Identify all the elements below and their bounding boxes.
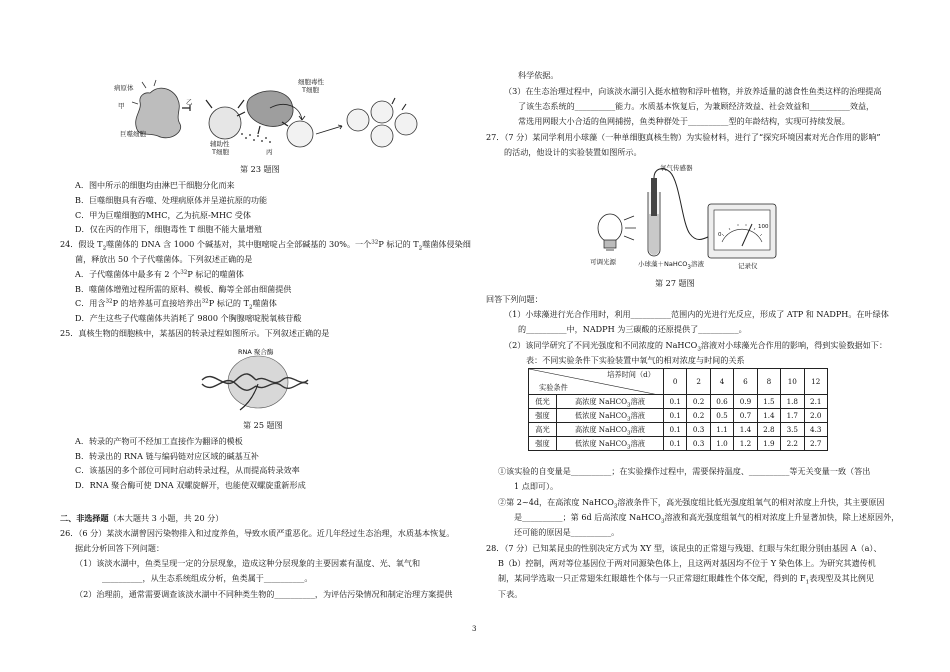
table-cell: 2.1 [804, 395, 828, 409]
sol-text: 高浓度 NaHCO [574, 396, 628, 406]
table-cell: 2.2 [781, 437, 804, 451]
table-title: 表：不同实验条件下实验装置中氧气的相对浓度与时间的关系 [526, 355, 745, 365]
sub-3: 3 [613, 503, 618, 510]
q28-line3-b: 表现型及其比例见 [809, 573, 874, 583]
sol-tail: 溶液 [630, 396, 645, 406]
table-cell: 0.2 [687, 395, 710, 409]
table-day-cell: 8 [757, 369, 780, 395]
table-cell: 1.1 [710, 423, 733, 437]
q27-line2: 的活动，他设计的实验装置如图所示。 [504, 147, 642, 157]
q23-option-c: C．甲为巨噬细胞的MHC，乙为抗原-MHC 受体 [75, 210, 251, 220]
table-cell: 0.1 [663, 409, 686, 423]
label-recorder: 记录仪 [738, 262, 758, 270]
q24-text-d: 噬菌体侵染细 [422, 239, 471, 249]
q25-stem: 25．真核生物的细胞核中，某基因的转录过程如图所示。下列叙述正确的是 [60, 328, 330, 338]
q23-option-d: D．仅在丙的作用下，细胞毒性 T 细胞不能大量增殖 [75, 224, 263, 234]
q24-opt-c-b: P 的培养基可直接培养出 [112, 298, 202, 308]
q27-prompt: 回答下列问题： [486, 294, 543, 304]
label-pathogen: 病原体 [114, 84, 134, 92]
label-bing: 丙 [266, 148, 273, 156]
sol-text: 高浓度 NaHCO [574, 424, 628, 434]
figure-25-caption: 第 25 题图 [243, 420, 283, 430]
label-helper: 辅助性 [210, 140, 230, 148]
sub-2: 2 [418, 245, 423, 252]
table-solution-cell [557, 437, 664, 451]
section-2-note: （本大题共 3 小题，共 20 分） [108, 513, 224, 523]
table-light-cell: 低光 [529, 395, 557, 409]
section-2-title: 二、非选择题 [60, 513, 109, 523]
q26-cont-line3: 了该生态系统的__________能力。水质基本恢复后，为兼顾经济效益、社会效益和__________效益， [518, 101, 875, 111]
table-solution-cell [557, 423, 664, 437]
table-cell: 0.1 [663, 395, 686, 409]
q27-p2-b: 溶液对小球藻光合作用的影响，得到实验数据如下： [700, 340, 888, 350]
table-row [529, 395, 828, 409]
sub-3: 3 [660, 518, 665, 525]
figure-25 [200, 344, 310, 412]
q27-s2-line3: 还可能的原因是__________。 [514, 527, 620, 537]
section-2-heading [60, 513, 223, 524]
table-cell: 4.3 [804, 423, 828, 437]
label-tube-text: 小球藻＋NaHCO [638, 260, 688, 268]
sup-32: 32 [371, 239, 379, 246]
q27-s2-d: 溶液和高光强度组氧气的相对浓度上升显著加快，除上述原因外， [664, 512, 900, 522]
q25-option-b: B．转录出的 RNA 链与编码链对应区域的碱基互补 [75, 451, 259, 461]
gauge-hundred: 100 [758, 224, 769, 230]
table-cell: 0.1 [663, 437, 686, 451]
figure-27-drawing [590, 164, 780, 274]
q25-option-d: D．RNA 聚合酶可使 DNA 双螺旋解开，也能使双螺旋重新形成 [75, 480, 306, 490]
figure-23 [114, 78, 420, 163]
q25-option-c: C．该基因的多个部位可同时启动转录过程，从而提高转录效率 [75, 465, 300, 475]
q27-s2-line1 [498, 497, 885, 508]
figure-27-caption: 第 27 题图 [655, 278, 695, 288]
q24-text-a: 24．假设 T [60, 239, 103, 249]
table-day-cell: 10 [781, 369, 804, 395]
q24-text-c: P 标记的 T [378, 239, 419, 249]
table-cell: 1.9 [757, 437, 780, 451]
table-day-cell: 12 [804, 369, 828, 395]
q24-opt-c-a: C．用含 [75, 298, 106, 308]
q24-stem-line2: 菌，释放出 50 个子代噬菌体。下列叙述正确的是 [75, 254, 253, 264]
table-row [529, 409, 828, 423]
q24-option-b: B．噬菌体增殖过程所需的原料、模板、酶等全部由细菌提供 [75, 284, 292, 294]
q26-line1: 26．（6 分）某淡水湖曾因污染物排入和过度养鱼，导致水质严重恶化。近几年经过生态治理，水质基本恢复。 [60, 528, 455, 538]
table-light-cell: 强度 [529, 437, 557, 451]
sub-3: 3 [627, 444, 631, 451]
sol-tail: 溶液 [630, 410, 645, 420]
label-macrophage: 巨噬细胞 [120, 130, 146, 138]
table-header-row [529, 369, 828, 395]
table-day-cell: 4 [710, 369, 733, 395]
sub-3: 3 [697, 346, 701, 353]
q24-opt-a-text: A．子代噬菌体中最多有 2 个 [75, 269, 181, 279]
q27-p2-a: （2）该同学研究了不同光强度和不同浓度的 NaHCO [504, 340, 698, 350]
sup-32: 32 [201, 298, 209, 305]
sub-1: 1 [805, 579, 810, 586]
table-cell: 2.8 [757, 423, 780, 437]
sub-2: 2 [102, 245, 107, 252]
q26-cont-line4: 常选用网眼大小合适的鱼网捕捞，鱼类种群处于__________型的年龄结构，实现可持续发展。 [518, 116, 850, 126]
q27-s2-b: 溶液条件下，高光强度组比低光强度组氧气的相对浓度上升快，其主要原因 [617, 497, 885, 507]
table-cell: 1.4 [734, 423, 757, 437]
data-table [528, 368, 828, 451]
table-solution-cell [557, 409, 664, 423]
gauge-zero: 0 [718, 232, 722, 238]
sol-text: 低浓度 NaHCO [574, 410, 628, 420]
q24-option-c [75, 298, 277, 309]
q26-line5: （2）治理前，通常需要调查该淡水湖中不同种类生物的__________，为评估污染情况和制定治理方案提供 [75, 589, 453, 599]
label-yi: 乙 [186, 98, 193, 106]
label-tube-tail: 溶液 [690, 260, 704, 268]
sub-3: 3 [627, 416, 631, 423]
q23-option-b: B．巨噬细胞具有吞噬、处理病原体并呈递抗原的功能 [75, 195, 268, 205]
sub-3: 3 [627, 430, 631, 437]
q27-p2-line [504, 340, 887, 351]
table-day-cell: 6 [734, 369, 757, 395]
table-cell: 0.1 [663, 423, 686, 437]
q24-opt-c-c: P 标记的 T [208, 298, 249, 308]
table-row [529, 423, 828, 437]
q27-s2-c: 是__________；第 6d 后高浓度 NaHCO [514, 512, 661, 522]
q24-opt-a-tail: P 标记的噬菌体 [187, 269, 244, 279]
table-cell: 0.5 [710, 409, 733, 423]
q27-s1-line1: ①该实验的自变量是__________；在实验操作过程中，需要保持温度、__________等无关变量一致（答出 [498, 466, 871, 476]
table-header-corner [529, 369, 664, 395]
q28-line2: B（b）控制，两对等位基因位于两对同源染色体上，且这两对基因均不位于 Y 染色体上。为研究其遗传机 [498, 558, 876, 568]
table-row [529, 437, 828, 451]
label-oxygen-sensor: 氧气传感器 [660, 164, 693, 172]
sol-tail: 溶液 [630, 438, 645, 448]
q24-option-a [75, 269, 244, 280]
table-cell: 2.7 [804, 437, 828, 451]
q26-line4: __________，从生态系统组成分析，鱼类属于__________。 [102, 573, 313, 583]
label-jia: 甲 [118, 102, 125, 110]
table-cell: 0.7 [734, 409, 757, 423]
sol-text: 低浓度 NaHCO [574, 438, 628, 448]
sol-tail: 溶液 [630, 424, 645, 434]
q27-p1-line1: （1）小球藻进行光合作用时，利用__________范围内的光进行光反应，形成了 ATP 和 NADPH。在叶绿体 [504, 309, 889, 319]
table-cell: 1.5 [757, 395, 780, 409]
label-cytotoxic: 细胞毒性 [298, 78, 324, 86]
table-header-time: 培养时间（d） [607, 370, 655, 379]
table-header-cond: 实验条件 [539, 383, 568, 393]
label-cytotoxic-t: T细胞 [302, 86, 319, 94]
table-cell: 1.7 [781, 409, 804, 423]
sup-32: 32 [105, 298, 113, 305]
label-tube [638, 260, 704, 269]
q28-line4: 下表。 [498, 589, 523, 599]
table-cell: 0.3 [687, 437, 710, 451]
q24-opt-c-d: 噬菌体 [252, 298, 277, 308]
table-cell: 0.6 [710, 395, 733, 409]
label-light-source: 可调光源 [590, 258, 616, 266]
q27-line1: 27．（7 分）某同学利用小球藻（一种单细胞真核生物）为实验材料，进行了“探究环境因素对光合作用的影响” [486, 132, 881, 142]
q26-line2: 据此分析回答下列问题： [75, 543, 165, 553]
table-cell: 3.5 [781, 423, 804, 437]
q24-stem-line1 [60, 239, 471, 250]
page-number: 3 [472, 625, 477, 633]
q27-s1-line2: 1 点即可）。 [514, 481, 559, 491]
q24-option-d: D．产生这些子代噬菌体共消耗了 9800 个胸腺嘧啶脱氧核苷酸 [75, 313, 302, 323]
table-day-cell: 2 [687, 369, 710, 395]
sub-2: 2 [248, 304, 253, 311]
q25-option-a: A．转录的产物可不经加工直接作为翻译的模板 [75, 436, 243, 446]
table-cell: 0.9 [734, 395, 757, 409]
table-light-cell: 强度 [529, 409, 557, 423]
q26-cont-line2: （3）在生态治理过程中，向该淡水湖引入挺水植物和浮叶植物，并放养适量的滤食性鱼类这样的治理提高 [504, 86, 882, 96]
figure-23-caption: 第 23 题图 [240, 164, 280, 174]
label-helper-t: T细胞 [212, 148, 229, 156]
table-cell: 2.0 [804, 409, 828, 423]
table-cell: 1.0 [710, 437, 733, 451]
q28-line1: 28．（7 分）已知某昆虫的性别决定方式为 XY 型，该昆虫的正常翅与残翅、红眼与朱红眼分别由基因 A（a）、 [486, 543, 882, 553]
q28-line3-a: 制，某同学选取一只正常翅朱红眼雄性个体与一只正常翅红眼雌性个体交配，得到的 F [498, 573, 806, 583]
table-solution-cell [557, 395, 664, 409]
sub-3: 3 [627, 402, 631, 409]
q27-s2-a: ②第 2~4d，在高浓度 NaHCO [498, 497, 614, 507]
table-cell: 1.8 [781, 395, 804, 409]
table-cell: 1.4 [757, 409, 780, 423]
table-cell: 0.2 [687, 409, 710, 423]
table-cell: 0.3 [687, 423, 710, 437]
table-day-cell: 0 [663, 369, 686, 395]
table-cell: 1.2 [734, 437, 757, 451]
q28-line3 [498, 573, 874, 584]
q24-text-b: 噬菌体的 DNA 含 1000 个碱基对，其中胞嘧啶占全部碱基的 30%。一个 [106, 239, 372, 249]
sub-3: 3 [687, 264, 691, 271]
sup-32: 32 [180, 269, 188, 276]
table-light-cell: 高光 [529, 423, 557, 437]
label-rna-polymerase: RNA 聚合酶 [238, 348, 274, 356]
figure-27 [590, 164, 780, 274]
q27-p1-line2: 的__________中，NADPH 为三碳酸的还原提供了__________。 [518, 324, 747, 334]
q26-cont-line1: 科学依据。 [518, 70, 559, 80]
q26-line3: （1）该淡水湖中，鱼类呈现一定的分层现象，造成这种分层现象的主要因素有温度、光、氧气和 [75, 558, 421, 568]
q23-option-a: A．图中所示的细胞均由淋巴干细胞分化而来 [75, 180, 235, 190]
q27-s2-line2 [514, 512, 899, 523]
